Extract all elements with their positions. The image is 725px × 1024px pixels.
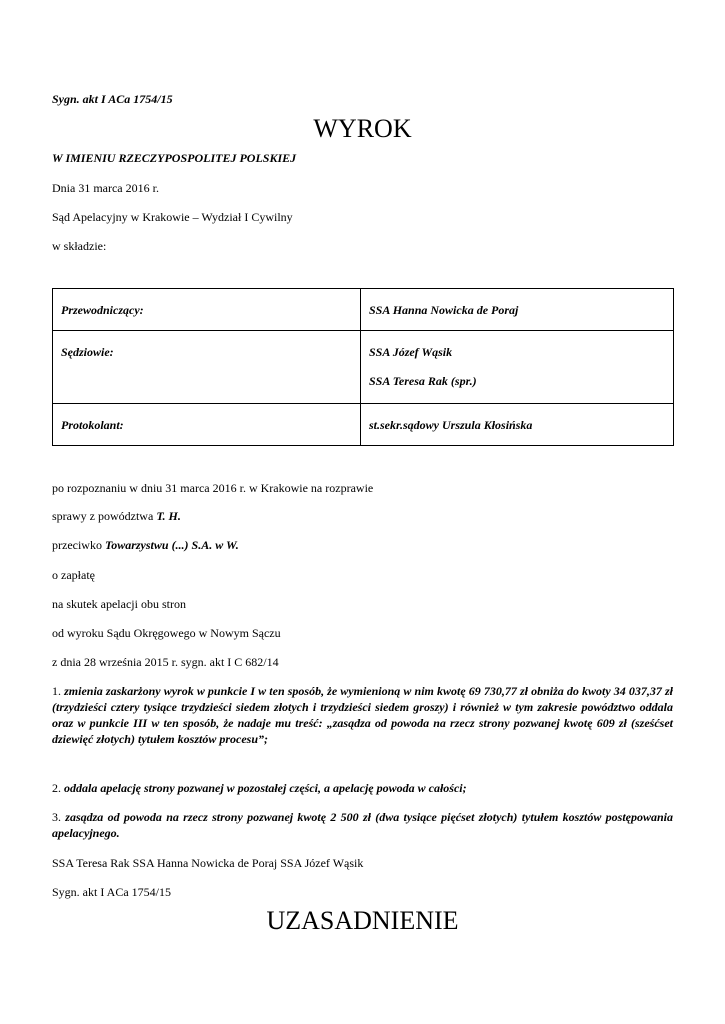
panel-row-chair [53, 289, 674, 331]
court-name: Sąd Apelacyjny w Krakowie – Wydział I Cywilny [52, 210, 293, 224]
ruling-number: 3. [52, 810, 61, 824]
signatures-line: SSA Teresa Rak SSA Hanna Nowicka de Poraj SSA Józef Wąsik [52, 856, 364, 870]
proceedings-line: po rozpoznaniu w dniu 31 marca 2016 r. w Krakowie na rozprawie [52, 481, 374, 495]
panel-role: Protokolant: [53, 404, 361, 446]
clerk-name: st.sekr.sądowy Urszula Kłosińska [369, 418, 533, 432]
judge-name: SSA Józef Wąsik [369, 345, 453, 359]
panel-role: Sędziowie: [53, 331, 361, 404]
lower-court-date-line: z dnia 28 września 2015 r. sygn. akt I C 682/14 [52, 655, 279, 669]
ruling-number: 2. [52, 781, 61, 795]
plaintiff-name: T. H. [156, 509, 181, 523]
appeal-line: na skutek apelacji obu stron [52, 597, 186, 611]
ruling-text: zasądza od powoda na rzecz strony pozwanej kwotę 2 500 zł (dwa tysiące pięćset złotych) tytułem kosztów postępowania apelacyjnego. [52, 810, 673, 840]
defendant-prefix: przeciwko [52, 538, 102, 552]
document-title: WYROK [313, 114, 412, 143]
case-number-header: Sygn. akt I ACa 1754/15 [52, 92, 173, 106]
plaintiff-line [52, 509, 181, 523]
defendant-name: Towarzystwu (...) S.A. w W. [104, 538, 239, 552]
subject-line: o zapłatę [52, 568, 95, 582]
ruling-number: 1. [52, 684, 61, 698]
judge-name: SSA Teresa Rak (spr.) [369, 374, 477, 388]
lower-court-line: od wyroku Sądu Okręgowego w Nowym Sączu [52, 626, 281, 640]
ruling-point-1 [52, 683, 673, 747]
panel-row-judges [53, 331, 674, 404]
ruling-point-3 [52, 809, 673, 841]
panel-role: Przewodniczący: [53, 289, 361, 331]
in-name-heading: W IMIENIU RZECZYPOSPOLITEJ POLSKIEJ [52, 151, 297, 165]
plaintiff-prefix: sprawy z powództwa [52, 509, 154, 523]
panel-table [52, 288, 674, 446]
panel-names [361, 331, 674, 404]
ruling-point-2 [52, 780, 673, 796]
case-number-footer: Sygn. akt I ACa 1754/15 [52, 885, 171, 899]
ruling-text: oddala apelację strony pozwanej w pozostałej części, a apelację powoda w całości; [64, 781, 467, 795]
panel-names [361, 404, 674, 446]
panel-row-clerk [53, 404, 674, 446]
ruling-date: Dnia 31 marca 2016 r. [52, 181, 159, 195]
judge-name: SSA Hanna Nowicka de Poraj [369, 303, 519, 317]
defendant-line [52, 538, 239, 552]
panel-names [361, 289, 674, 331]
section-title: UZASADNIENIE [266, 906, 459, 935]
composition-label: w składzie: [52, 239, 107, 253]
ruling-text: zmienia zaskarżony wyrok w punkcie I w ten sposób, że wymienioną w nim kwotę 69 730,77 zł obniża do kwoty 34 037,37 zł (trzydzieści cztery tysiące trzydzieści siedem złotych i trzydzieści siedem groszy) i również w tym zakresie powództwo oddala oraz w punkcie III w ten sposób, że nadaje mu treść: „zasądza od powoda na rzecz strony pozwanej kwotę 609 zł (sześćset dziewięć złotych) tytułem kosztów procesu”; [52, 684, 674, 746]
